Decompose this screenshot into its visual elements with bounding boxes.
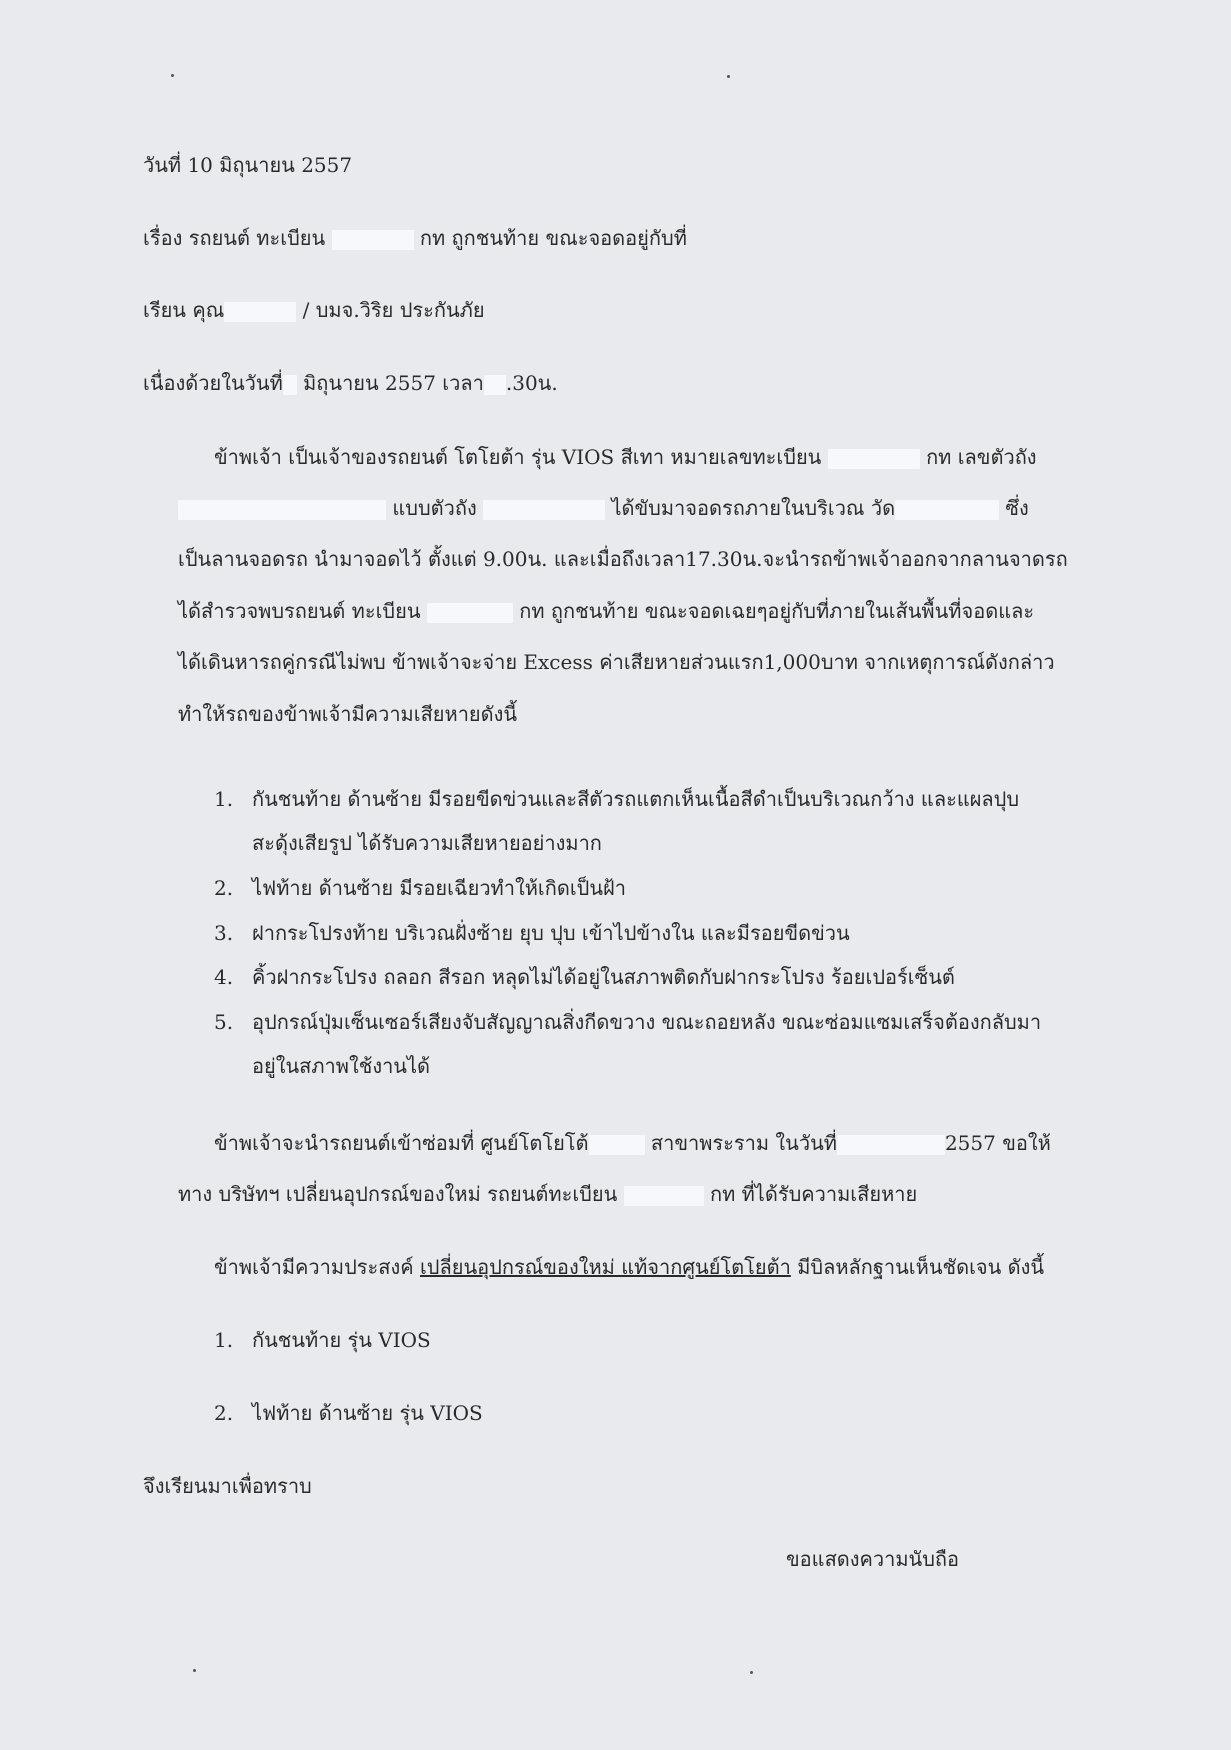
p1-l1-text-b: กท เลขตัวถัง — [926, 445, 1037, 469]
list-item-continuation: สะดุ้งเสียรูป ได้รับความเสียหายอย่างมาก — [252, 831, 602, 855]
list-text: กันชนท้าย ด้านซ้าย มีรอยขีดข่วนและสีตัวรถแตกเห็นเนื้อสีดำเป็นบริเวณกว้าง และแผลปุบ — [252, 787, 1020, 811]
p1-line-1 — [214, 443, 1078, 471]
list-text: ฝากระโปรงท้าย บริเวณฝั่งซ้าย ยุบ ปุบ เข้าไปข้างใน และมีรอยขีดข่วน — [252, 921, 850, 945]
signoff-line: ขอแสดงความนับถือ — [786, 1547, 960, 1571]
addressee-line — [143, 296, 485, 324]
p2-l2-text-b: กท ที่ได้รับความเสียหาย — [709, 1182, 918, 1206]
intro-line — [143, 369, 558, 397]
p2-l1-text-b: สาขาพระราม ในวันที่ — [650, 1131, 837, 1155]
redacted-plate — [624, 1186, 704, 1206]
list-item — [214, 785, 1019, 813]
list-text: คิ้วฝากระโปรง ถลอก สีรอก หลุดไม่ได้อยู่ในสภาพติดกับฝากระโปรง ร้อยเปอร์เซ็นต์ — [252, 965, 955, 989]
p1-l1-text-a: ข้าพเจ้า เป็นเจ้าของรถยนต์ โตโยต้า รุ่น VIOS สีเทา หมายเลขทะเบียน — [214, 445, 822, 469]
scan-speck — [727, 75, 730, 78]
intro-middle: มิถุนายน 2557 เวลา — [303, 371, 484, 395]
redacted-hour — [484, 375, 506, 395]
list-number: 3. — [214, 921, 234, 945]
scan-speck — [171, 74, 174, 77]
p2-line-1 — [214, 1129, 1078, 1157]
closing-line: จึงเรียนมาเพื่อทราบ — [143, 1474, 312, 1498]
p1-line-2 — [178, 494, 1078, 522]
list-item — [214, 919, 850, 947]
redacted-chassis — [178, 500, 386, 520]
p3-underlined-text: เปลี่ยนอุปกรณ์ของใหม่ แท้จากศูนย์โตโยต้า — [419, 1255, 791, 1279]
redacted-branch — [589, 1135, 645, 1155]
list-item — [214, 963, 955, 991]
redacted-plate — [332, 230, 414, 250]
date-line: วันที่ 10 มิถุนายน 2557 — [143, 153, 353, 177]
subject-suffix: กท ถูกชนท้าย ขณะจอดอยู่กับที่ — [419, 226, 687, 250]
list-number: 2. — [214, 1401, 234, 1425]
list-number: 5. — [214, 1010, 234, 1034]
p1-line-5: ได้เดินหารถคู่กรณีไม่พบ ข้าพเจ้าจะจ่าย Excess ค่าเสียหายส่วนแรก1,000บาท จากเหตุการณ์ดังกล่าว — [178, 650, 1055, 674]
p1-l4-text-b: กท ถูกชนท้าย ขณะจอดเฉยๆอยู่กับที่ภายในเส้นพื้นที่จอดและ — [519, 599, 1035, 623]
addressee-suffix: / บมจ.วิริย ประกันภัย — [302, 298, 485, 322]
p1-line-4 — [178, 597, 1078, 625]
list-text: ไฟท้าย ด้านซ้าย รุ่น VIOS — [252, 1401, 483, 1425]
p1-l4-text-a: ได้สำรวจพบรถยนต์ ทะเบียน — [178, 599, 421, 623]
list-item-continuation: อยู่ในสภาพใช้งานได้ — [252, 1054, 431, 1078]
list-item — [214, 1326, 431, 1354]
p2-line-2 — [178, 1180, 1078, 1208]
redacted-plate — [828, 449, 920, 469]
p1-l2-text-a: แบบตัวถัง — [392, 496, 477, 520]
list-item — [214, 874, 626, 902]
subject-prefix: เรื่อง รถยนต์ ทะเบียน — [143, 226, 326, 250]
addressee-prefix: เรียน คุณ — [143, 298, 225, 322]
p2-l1-text-a: ข้าพเจ้าจะนำรถยนต์เข้าซ่อมที่ ศูนย์โตโยโต้ — [214, 1131, 589, 1155]
paragraph-3 — [214, 1253, 1044, 1281]
redacted-plate — [427, 603, 513, 623]
list-item — [214, 1008, 1041, 1036]
p1-line-6: ทำให้รถของข้าพเจ้ามีความเสียหายดังนี้ — [178, 702, 518, 726]
subject-line — [143, 224, 687, 252]
scan-speck — [193, 1669, 196, 1672]
intro-suffix: .30น. — [505, 371, 558, 395]
p1-l2-text-b: ได้ขับมาจอดรถภายในบริเวณ วัด — [611, 496, 896, 520]
intro-prefix: เนื่องด้วยในวันที่ — [143, 371, 283, 395]
p2-l2-text-a: ทาง บริษัทฯ เปลี่ยนอุปกรณ์ของใหม่ รถยนต์ทะเบียน — [178, 1182, 618, 1206]
list-text: ไฟท้าย ด้านซ้าย มีรอยเฉียวทำให้เกิดเป็นฝ้า — [252, 876, 626, 900]
list-number: 2. — [214, 876, 234, 900]
list-number: 1. — [214, 787, 234, 811]
p1-l2-text-c: ซึ่ง — [1005, 496, 1029, 520]
p2-l1-text-c: 2557 ขอให้ — [944, 1131, 1051, 1155]
p3-text-b: มีบิลหลักฐานเห็นชัดเจน ดังนี้ — [797, 1255, 1045, 1279]
p1-line-3: เป็นลานจอดรถ นำมาจอดไว้ ตั้งแต่ 9.00น. และเมื่อถึงเวลา17.30น.จะนำรถข้าพเจ้าออกจากลานจาดรถ — [178, 547, 1068, 571]
redacted-day — [283, 375, 297, 395]
redacted-name — [224, 302, 296, 322]
redacted-body-type — [483, 500, 605, 520]
list-text: อุปกรณ์ปุ่มเซ็นเซอร์เสียงจับสัญญาณสิ่งกีดขวาง ขณะถอยหลัง ขณะซ่อมแซมเสร็จต้องกลับมา — [252, 1010, 1042, 1034]
p3-text-a: ข้าพเจ้ามีความประสงค์ — [214, 1255, 414, 1279]
list-number: 4. — [214, 965, 234, 989]
redacted-temple — [895, 500, 999, 520]
list-number: 1. — [214, 1328, 234, 1352]
scan-speck — [750, 1671, 753, 1674]
list-text: กันชนท้าย รุ่น VIOS — [252, 1328, 431, 1352]
redacted-date — [837, 1135, 945, 1155]
list-item — [214, 1399, 483, 1427]
